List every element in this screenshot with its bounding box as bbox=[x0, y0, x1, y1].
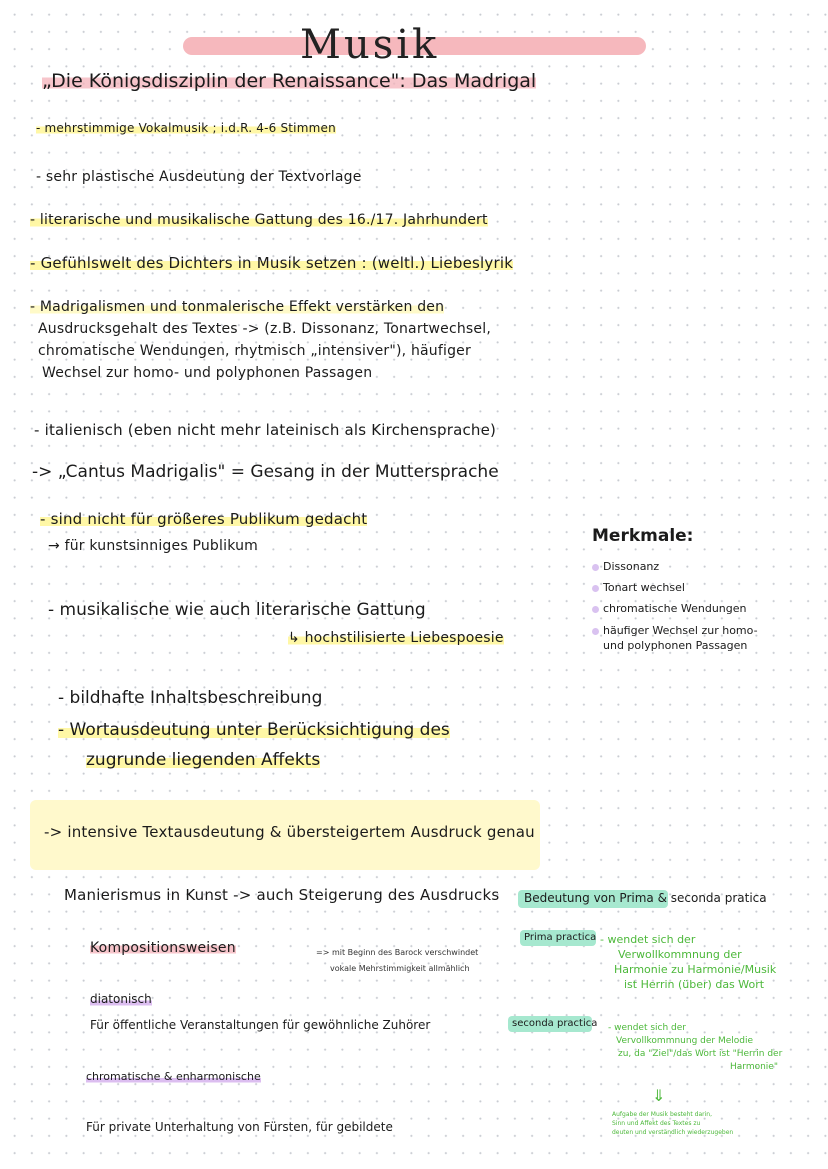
bullet-vokalmusik: - mehrstimmige Vokalmusik ; i.d.R. 4-6 Stimmen bbox=[36, 121, 336, 135]
aufgabe-line: Sinn und Affekt des Textes zu bbox=[612, 1120, 701, 1127]
manierismus-line: Manierismus in Kunst -> auch Steigerung des Ausdrucks bbox=[64, 886, 500, 904]
gattung-line: - musikalische wie auch literarische Gattung bbox=[48, 600, 426, 620]
publikum-line: - sind nicht für größeres Publikum gedacht bbox=[40, 510, 368, 528]
madrigalismen-block bbox=[30, 296, 491, 384]
merkmal-item bbox=[592, 623, 758, 653]
prima-label: Prima practica bbox=[524, 932, 597, 943]
prima-text-line: ist Herrin (über) das Wort bbox=[624, 978, 765, 991]
merkmal-item bbox=[592, 598, 758, 619]
diatonisch-heading: diatonisch bbox=[90, 992, 152, 1006]
merkmal-label: Dissonanz bbox=[603, 560, 660, 573]
aufgabe-note bbox=[612, 1110, 733, 1137]
liebespoesie-line: ↳ hochstilisierte Liebespoesie bbox=[288, 630, 504, 646]
seconda-text-line: Vervollkommnung der Melodie bbox=[616, 1036, 754, 1046]
bullet-dot-icon bbox=[592, 628, 599, 635]
prima-text-line: Verwollkommnung der bbox=[618, 948, 742, 961]
merkmal-label: und polyphonen Passagen bbox=[603, 639, 748, 652]
prima-text bbox=[600, 932, 776, 992]
chromatisch-text: Für private Unterhaltung von Fürsten, für gebildete bbox=[86, 1120, 393, 1134]
aufgabe-line: deuten und verständlich wiederzugeben bbox=[612, 1129, 734, 1136]
bullet-dot-icon bbox=[592, 564, 599, 571]
affekt-line: zugrunde liegenden Affekts bbox=[86, 750, 321, 770]
seconda-text-line: - wendet sich der bbox=[608, 1023, 687, 1033]
bullet-dot-icon bbox=[592, 585, 599, 592]
barock-note: vokale Mehrstimmigkeit allmählich bbox=[330, 964, 470, 973]
diatonisch-text: Für öffentliche Veranstaltungen für gewöhnliche Zuhörer bbox=[90, 1018, 431, 1032]
merkmale-list bbox=[592, 556, 758, 653]
bedeutung-heading: Bedeutung von Prima & seconda pratica bbox=[524, 891, 767, 905]
bullet-gattung: - literarische und musikalische Gattung des 16./17. Jahrhundert bbox=[30, 212, 488, 228]
merkmal-item bbox=[592, 577, 758, 598]
bullet-dot-icon bbox=[592, 606, 599, 613]
italienisch-line: - italienisch (eben nicht mehr lateinisch als Kirchensprache) bbox=[34, 421, 497, 439]
down-arrow-icon: ⇓ bbox=[652, 1086, 666, 1105]
merkmal-label: chromatische Wendungen bbox=[603, 602, 747, 615]
seconda-label: seconda practica bbox=[512, 1018, 598, 1029]
aufgabe-line: Aufgabe der Musik besteht darin, bbox=[612, 1111, 713, 1118]
bullet-ausdeutung: - sehr plastische Ausdeutung der Textvorlage bbox=[36, 169, 362, 185]
merkmal-item bbox=[592, 556, 758, 577]
publikum-sub-line: → für kunstsinniges Publikum bbox=[48, 538, 258, 554]
prima-text-line: - wendet sich der bbox=[600, 933, 696, 946]
kompositionsweisen-heading: Kompositionsweisen bbox=[90, 940, 236, 956]
chromatisch-heading: chromatische & enharmonische bbox=[86, 1070, 261, 1083]
merkmale-heading: Merkmale: bbox=[592, 526, 694, 546]
page-title: Musik bbox=[300, 22, 440, 68]
wortausdeutung-line: - Wortausdeutung unter Berücksichtigung des bbox=[58, 720, 450, 740]
bullet-gefuehlswelt: - Gefühlswelt des Dichters in Musik setzen : (weltl.) Liebeslyrik bbox=[30, 254, 514, 272]
madrigalismen-line: Ausdrucksgehalt des Textes -> (z.B. Dissonanz, Tonartwechsel, bbox=[38, 321, 491, 337]
summary-text: -> intensive Textausdeutung & übersteigertem Ausdruck genau bbox=[44, 823, 535, 841]
prima-text-line: Harmonie zu Harmonie/Musik bbox=[614, 963, 777, 976]
merkmal-label: häufiger Wechsel zur homo- bbox=[603, 624, 758, 637]
seconda-text bbox=[608, 1022, 782, 1074]
cantus-line: -> „Cantus Madrigalis" = Gesang in der Muttersprache bbox=[32, 462, 499, 482]
madrigalismen-line: chromatische Wendungen, rhytmisch „intensiver"), häufiger bbox=[38, 343, 471, 359]
seconda-text-line: zu, da "Ziel"/das Wort ist "Herrin der bbox=[618, 1049, 783, 1059]
barock-note: => mit Beginn des Barock verschwindet bbox=[316, 948, 479, 957]
bildhaft-line: - bildhafte Inhaltsbeschreibung bbox=[58, 688, 323, 708]
seconda-text-line: Harmonie" bbox=[730, 1062, 778, 1072]
madrigalismen-line: - Madrigalismen und tonmalerische Effekt verstärken den bbox=[30, 299, 445, 315]
madrigalismen-line: Wechsel zur homo- und polyphonen Passagen bbox=[42, 365, 373, 381]
merkmal-label: Tonart wechsel bbox=[603, 581, 685, 594]
subtitle: „Die Königsdisziplin der Renaissance": Das Madrigal bbox=[42, 70, 537, 92]
